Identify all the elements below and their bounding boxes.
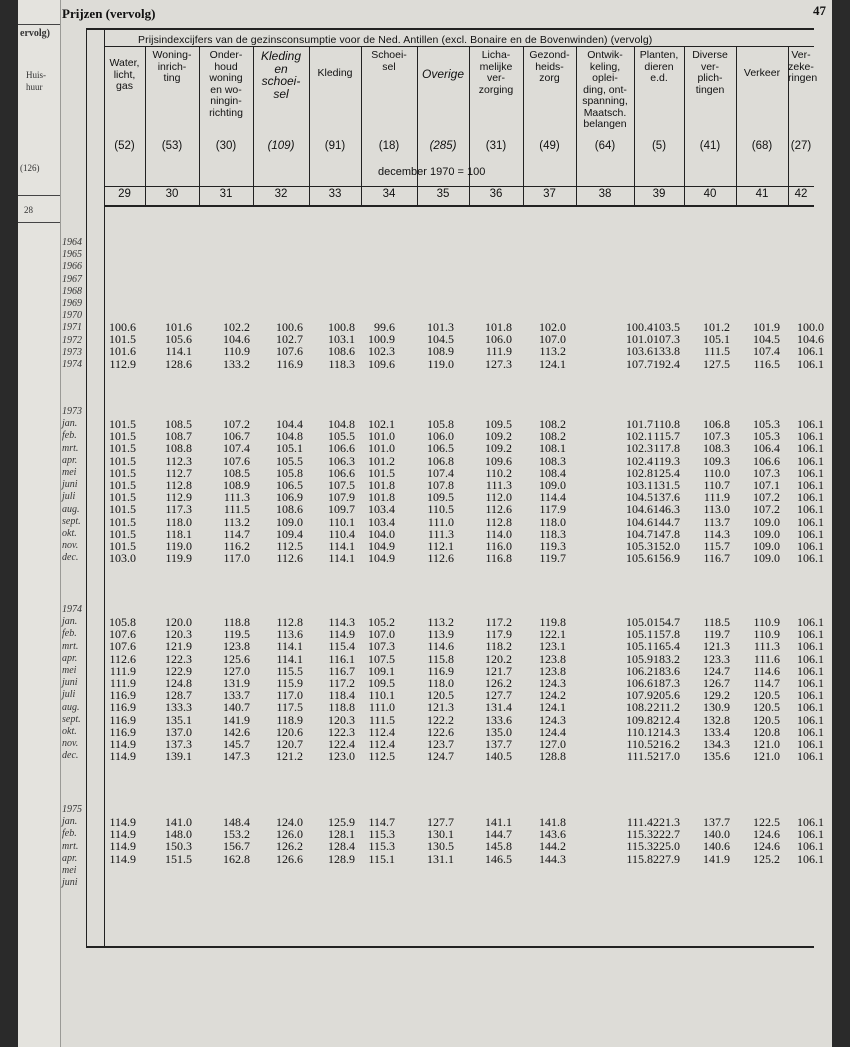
column-header: Kleding	[317, 67, 353, 79]
value-column-y1974: 105.2 107.0 107.3 107.5 109.1 109.5 110.1 111.0 111.5 112.4 112.4 112.5	[368, 615, 395, 764]
column-header: Gezond- heids- zorg	[529, 49, 570, 84]
value-column-y1974: 154.7 157.8 165.4 183.2 183.6 187.3 205.6 211.2 212.4 214.3 216.2 217.0	[653, 615, 680, 764]
value-column-annual: 100.8 103.1 108.6 118.3	[328, 320, 355, 371]
value-column-y1973: 104.4 104.8 105.1 105.5 105.8 106.5 106.9 108.6 109.0 109.4 112.5 112.6	[276, 417, 303, 566]
value-column-annual: 101.8 106.0 111.9 127.3	[485, 320, 512, 371]
value-column-y1973: 102.1 101.0 101.0 101.2 101.5 101.8 101.8 103.4 103.4 104.0 104.9 104.9	[368, 417, 395, 566]
column-number: 34	[382, 188, 396, 200]
value-column-annual: 101.2 105.1 111.5 127.5	[703, 320, 730, 371]
value-column-y1974: 118.8 119.5 123.8 125.6 127.0 131.9 133.7 140.7 141.9 142.6 145.7 147.3	[223, 615, 250, 764]
table-bottom-rule	[86, 946, 814, 948]
value-column-y1974: 119.8 122.1 123.1 123.8 123.8 124.3 124.2 124.1 124.3 124.4 127.0 128.8	[539, 615, 566, 764]
value-column-y1974: 113.2 113.9 114.6 115.8 116.9 118.0 120.5 121.3 122.2 122.6 123.7 124.7	[427, 615, 454, 764]
value-column-annual: 100.4 101.0 103.6 107.7	[626, 320, 653, 371]
value-column-y1975: 141.8 143.6 144.2 144.3	[539, 815, 566, 866]
column-header: Woning- inrich- ting	[152, 49, 192, 84]
table-top-rule	[86, 28, 814, 30]
value-column-y1973: 108.5 108.7 108.8 112.3 112.7 112.8 112.9 117.3 118.0 118.1 119.0 119.9	[165, 417, 192, 566]
page-header-title: Prijzen (vervolg)	[62, 6, 156, 21]
value-column-y1975: 141.1 144.7 145.8 146.5	[485, 815, 512, 866]
value-column-y1975: 111.4 115.3 115.3 115.8	[626, 815, 653, 866]
column-header: Planten, dieren e.d.	[639, 49, 679, 84]
number-row-rule	[104, 205, 814, 207]
strip-text-5: 28	[24, 205, 33, 215]
row-labels-1974: 1974 jan. feb. mrt. apr. mei juni juli aug. sept. okt. nov. dec.	[62, 604, 82, 762]
strip-text-3: huur	[26, 82, 43, 92]
value-column-y1975: 114.9 114.9 114.9 114.9	[109, 815, 136, 866]
value-column-annual: 100.6 101.5 101.6 112.9	[109, 320, 136, 371]
column-weight: (68)	[751, 140, 773, 152]
value-column-y1973: 101.7 102.1 102.3 102.4 102.8 103.1 104.5 104.6 104.6 104.7 105.3 105.6	[626, 417, 653, 566]
value-column-y1975: 125.9 128.1 128.4 128.9	[328, 815, 355, 866]
value-column-annual: 102.0 107.0 113.2 124.1	[539, 320, 566, 371]
value-column-y1973: 106.8 107.3 108.3 109.3 110.0 110.7 111.9 113.0 113.7 114.3 115.7 116.7	[703, 417, 730, 566]
value-column-y1974: 105.8 107.6 107.6 112.6 111.9 111.9 116.9 116.9 116.9 116.9 114.9 114.9	[109, 615, 136, 764]
column-header: Licha- melijke ver- zorging	[478, 49, 514, 96]
column-weight: (27)	[790, 140, 812, 152]
column-weight: (91)	[324, 140, 346, 152]
value-column-y1975: 148.4 153.2 156.7 162.8	[223, 815, 250, 866]
column-header: Onder- houd woning en wo- ningin- richting	[209, 49, 243, 119]
value-column-annual: 101.6 105.6 114.1 128.6	[165, 320, 192, 371]
value-column-y1974: 117.2 117.9 118.2 120.2 121.7 126.2 127.7 131.4 133.6 135.0 137.7 140.5	[485, 615, 512, 764]
value-column-y1974: 114.3 114.9 115.4 116.1 116.7 117.2 118.4 118.8 120.3 122.3 122.4 123.0	[328, 615, 355, 764]
column-header: Ver- zeke- ringen	[788, 49, 818, 84]
column-number: 30	[165, 188, 179, 200]
row-labels-1973: 1973 jan. feb. mrt. apr. mei juni juli aug. sept. okt. nov. dec.	[62, 406, 82, 564]
column-weight: (30)	[215, 140, 237, 152]
value-column-y1973: 105.3 105.3 106.4 106.6 107.3 107.1 107.2 107.2 109.0 109.0 109.0 109.0	[753, 417, 780, 566]
column-number: 39	[652, 188, 666, 200]
column-weight: (109)	[267, 140, 295, 152]
value-column-y1975: 127.7 130.1 130.5 131.1	[427, 815, 454, 866]
row-labels-annual: 1964 1965 1966 1967 1968 1969 1970 1971 1972 1973 1974	[62, 237, 82, 371]
strip-rule	[18, 24, 60, 25]
value-column-y1973: 104.8 105.5 106.6 106.3 106.6 107.5 107.9 109.7 110.1 110.4 114.1 114.1	[328, 417, 355, 566]
title-underline	[104, 46, 814, 47]
column-number: 31	[219, 188, 233, 200]
column-header: Verkeer	[743, 67, 781, 79]
column-header: Schoei- sel	[371, 49, 407, 73]
column-number: 35	[436, 188, 450, 200]
row-labels-1975: 1975 jan. feb. mrt. apr. mei juni	[62, 804, 82, 889]
column-weight: (49)	[539, 140, 560, 152]
table-title: Prijsindexcijfers van de gezinsconsumptie voor de Ned. Antillen (excl. Bonaire en de Bovenwinden) (vervolg)	[138, 34, 653, 46]
value-column-y1975: 124.0 126.0 126.2 126.6	[276, 815, 303, 866]
column-number: 41	[755, 188, 769, 200]
value-column-y1975: 122.5 124.6 124.6 125.2	[753, 815, 780, 866]
column-header: Ontwik- keling, oplei- ding, ont- spanning, Maatsch. belangen	[582, 49, 628, 130]
column-header: Diverse ver- plich- tingen	[692, 49, 728, 96]
value-column-annual: 102.2 104.6 110.9 133.2	[223, 320, 250, 371]
value-column-y1973: 108.2 108.2 108.1 108.3 108.4 109.0 114.4 117.9 118.0 118.3 119.3 119.7	[539, 417, 566, 566]
value-column-y1973: 109.5 109.2 109.2 109.6 110.2 111.3 112.0 112.6 112.8 114.0 116.0 116.8	[485, 417, 512, 566]
column-number: 29	[118, 188, 131, 200]
value-column-annual: 101.3 104.5 108.9 119.0	[427, 320, 454, 371]
column-number: 42	[794, 188, 808, 200]
strip-text-4: (126)	[20, 163, 40, 173]
value-column-y1973: 106.1 106.1 106.1 106.1 106.1 106.1 106.1 106.1 106.1 106.1 106.1 106.1	[797, 417, 824, 566]
column-header: Kleding en schoei- sel	[260, 49, 302, 101]
value-column-annual: 101.9 104.5 107.4 116.5	[753, 320, 780, 371]
page-number: 47	[813, 3, 826, 18]
value-column-annual: 100.0 104.6 106.1 106.1	[797, 320, 824, 371]
value-column-y1974: 110.9 110.9 111.3 111.6 114.6 114.7 120.5 120.5 120.5 120.8 121.0 121.0	[753, 615, 780, 764]
column-weight: (285)	[429, 140, 457, 152]
value-column-annual: 103.5 107.3 133.8 192.4	[653, 320, 680, 371]
column-weight: (64)	[594, 140, 616, 152]
column-number: 32	[274, 188, 288, 200]
document-page	[18, 0, 832, 1047]
value-column-y1975: 141.0 148.0 150.3 151.5	[165, 815, 192, 866]
column-number: 33	[328, 188, 342, 200]
column-header: Overige	[421, 67, 465, 81]
value-column-y1974: 118.5 119.7 121.3 123.3 124.7 126.7 129.2 130.9 132.8 133.4 134.3 135.6	[703, 615, 730, 764]
value-column-y1974: 106.1 106.1 106.1 106.1 106.1 106.1 106.1 106.1 106.1 106.1 106.1 106.1	[797, 615, 824, 764]
value-column-y1974: 105.0 105.1 105.1 105.9 106.2 106.6 107.9 108.2 109.8 110.1 110.5 111.5	[626, 615, 653, 764]
value-column-y1975: 137.7 140.0 140.6 141.9	[703, 815, 730, 866]
value-column-y1974: 120.0 120.3 121.9 122.3 122.9 124.8 128.7 133.3 135.1 137.0 137.3 139.1	[165, 615, 192, 764]
base-period-note: december 1970 = 100	[378, 166, 486, 178]
strip-rule	[18, 222, 60, 223]
value-column-y1975: 106.1 106.1 106.1 106.1	[797, 815, 824, 866]
value-column-y1974: 112.8 113.6 114.1 114.1 115.5 115.9 117.0 117.5 118.9 120.6 120.7 121.2	[276, 615, 303, 764]
column-number: 37	[543, 188, 556, 200]
strip-text-2: Huis-	[26, 70, 46, 80]
column-number: 38	[598, 188, 612, 200]
column-weight: (41)	[699, 140, 721, 152]
value-column-annual: 99.6 100.9 102.3 109.6	[368, 320, 395, 371]
strip-rule	[18, 195, 60, 196]
column-weight: (53)	[161, 140, 183, 152]
column-header: Water, licht, gas	[109, 57, 140, 92]
value-column-annual: 100.6 102.7 107.6 116.9	[276, 320, 303, 371]
column-weight: (5)	[651, 140, 667, 152]
stub-right-rule	[104, 28, 105, 946]
strip-text-1: ervolg)	[20, 28, 50, 39]
stub-left-rule	[86, 28, 87, 946]
value-column-y1973: 105.8 106.0 106.5 106.8 107.4 107.8 109.5 110.5 111.0 111.3 112.1 112.6	[427, 417, 454, 566]
value-column-y1973: 107.2 106.7 107.4 107.6 108.5 108.9 111.3 111.5 113.2 114.7 116.2 117.0	[223, 417, 250, 566]
column-weight: (18)	[378, 140, 400, 152]
column-weight: (52)	[114, 140, 135, 152]
value-column-y1973: 110.8 115.7 117.8 119.3 125.4 131.5 137.6 146.3 144.7 147.8 152.0 156.9	[653, 417, 680, 566]
column-number: 36	[489, 188, 503, 200]
header-bottom-rule	[104, 186, 814, 187]
value-column-y1973: 101.5 101.5 101.5 101.5 101.5 101.5 101.5 101.5 101.5 101.5 101.5 103.0	[109, 417, 136, 566]
column-weight: (31)	[485, 140, 507, 152]
column-number: 40	[703, 188, 717, 200]
value-column-y1975: 221.3 222.7 225.0 227.9	[653, 815, 680, 866]
value-column-y1975: 114.7 115.3 115.3 115.1	[368, 815, 395, 866]
previous-page-strip	[18, 0, 61, 1047]
